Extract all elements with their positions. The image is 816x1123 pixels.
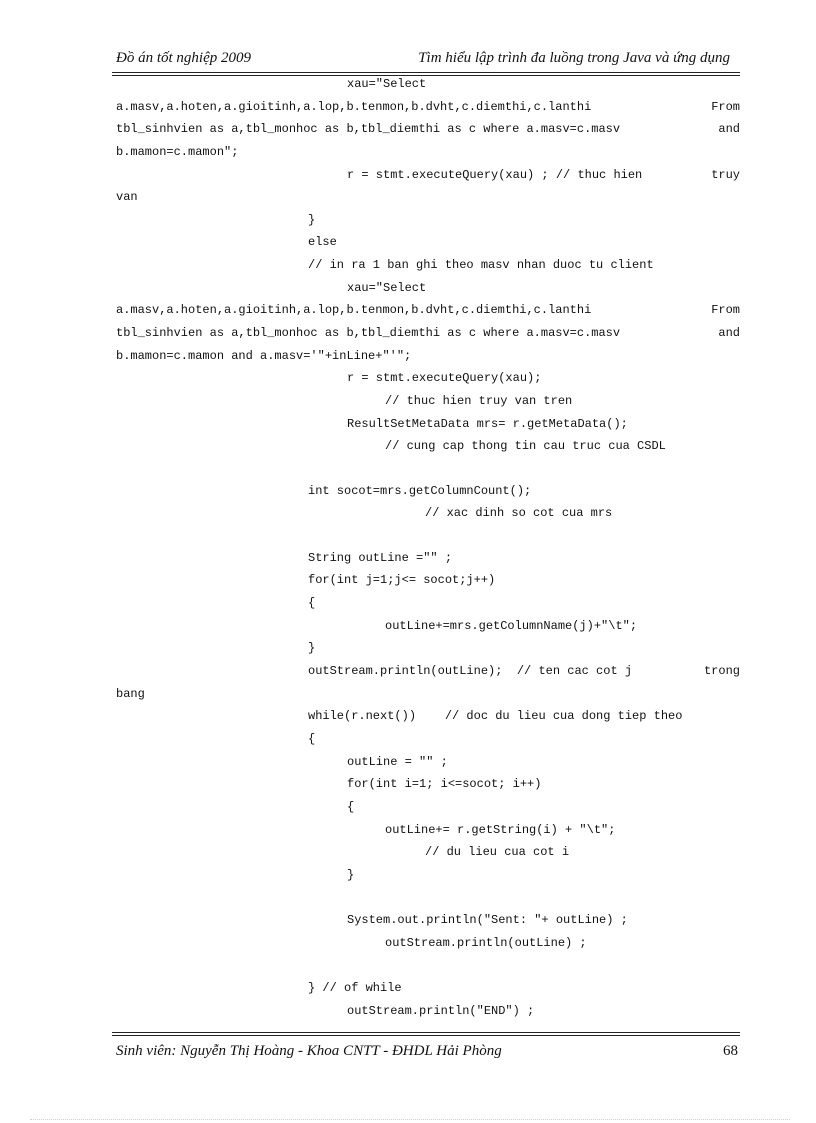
header-subtitle: Tìm hiểu lập trình đa luồng trong Java và ứng dụng (418, 50, 730, 66)
code-text: a.masv,a.hoten,a.gioitinh,a.lop,b.tenmon,b.dvht,c.diemthi,c.lanthi (116, 303, 592, 318)
footer-author: Sinh viên: Nguyễn Thị Hoàng - Khoa CNTT - ĐHDL Hải Phòng (116, 1043, 502, 1059)
code-line (116, 322, 740, 345)
code-line: xau="Select (347, 280, 427, 295)
code-line: else (308, 235, 337, 250)
code-line: } // of while (308, 980, 402, 995)
code-line (116, 96, 740, 119)
code-line: { (308, 596, 316, 611)
code-line: xau="Select (347, 77, 427, 91)
code-line: int socot=mrs.getColumnCount(); (308, 483, 532, 498)
code-text: truy (711, 167, 740, 182)
footer-rule-top (112, 1032, 740, 1033)
code-text: r = stmt.executeQuery(xau) ; // thuc hien (347, 167, 643, 182)
code-line: for(int i=1; i<=socot; i++) (347, 777, 542, 792)
code-line: // in ra 1 ban ghi theo masv nhan duoc tu client (308, 258, 654, 273)
code-line: outStream.println("END") ; (347, 1003, 535, 1018)
blank-line (116, 954, 740, 977)
code-line: System.out.println("Sent: "+ outLine) ; (347, 913, 628, 928)
code-line: // du lieu cua cot i (425, 845, 570, 860)
code-block (116, 73, 740, 1022)
code-line: while(r.next()) // doc du lieu cua dong tiep theo (308, 709, 683, 724)
code-line: ResultSetMetaData mrs= r.getMetaData(); (347, 416, 628, 431)
code-line: } (347, 867, 355, 882)
code-line: outLine = "" ; (347, 754, 448, 769)
code-line: } (308, 212, 316, 227)
blank-line (116, 886, 740, 909)
code-text: and (718, 122, 740, 137)
code-line (116, 660, 740, 683)
code-line: b.mamon=c.mamon and a.masv='"+inLine+"'"; (116, 348, 412, 363)
code-text: outStream.println(outLine); // ten cac cot j (308, 664, 633, 679)
code-line: b.mamon=c.mamon"; (116, 144, 239, 159)
code-text: and (718, 326, 740, 341)
page-number: 68 (723, 1043, 738, 1059)
code-line: // xac dinh so cot cua mrs (425, 505, 613, 520)
code-line (116, 118, 740, 141)
code-line: } (308, 641, 316, 656)
code-line: for(int j=1;j<= socot;j++) (308, 573, 496, 588)
code-line (116, 164, 740, 187)
footer-rule-bottom (112, 1035, 740, 1036)
code-line: { (308, 731, 316, 746)
code-line: r = stmt.executeQuery(xau); (347, 371, 542, 386)
code-text: a.masv,a.hoten,a.gioitinh,a.lop,b.tenmon,b.dvht,c.diemthi,c.lanthi (116, 99, 592, 114)
code-text: tbl_sinhvien as a,tbl_monhoc as b,tbl_diemthi as c where a.masv=c.masv (116, 326, 621, 341)
code-line: { (347, 799, 355, 814)
code-line: van (116, 190, 138, 205)
code-line: // cung cap thong tin cau truc cua CSDL (385, 439, 666, 454)
blank-line (116, 524, 740, 547)
page-bottom-dotted-border (30, 1119, 790, 1120)
code-line (116, 299, 740, 322)
header-title: Đồ án tốt nghiệp 2009 (116, 50, 251, 66)
code-text: trong (703, 664, 740, 679)
code-text: From (711, 99, 740, 114)
code-line: outStream.println(outLine) ; (385, 935, 587, 950)
code-text: tbl_sinhvien as a,tbl_monhoc as b,tbl_diemthi as c where a.masv=c.masv (116, 122, 621, 137)
code-line: outLine+=mrs.getColumnName(j)+"\t"; (385, 618, 638, 633)
code-line: String outLine ="" ; (308, 550, 453, 565)
blank-line (116, 458, 740, 481)
code-line: // thuc hien truy van tren (385, 393, 573, 408)
code-text: From (711, 303, 740, 318)
code-line: bang (116, 686, 145, 701)
code-line: outLine+= r.getString(i) + "\t"; (385, 822, 616, 837)
